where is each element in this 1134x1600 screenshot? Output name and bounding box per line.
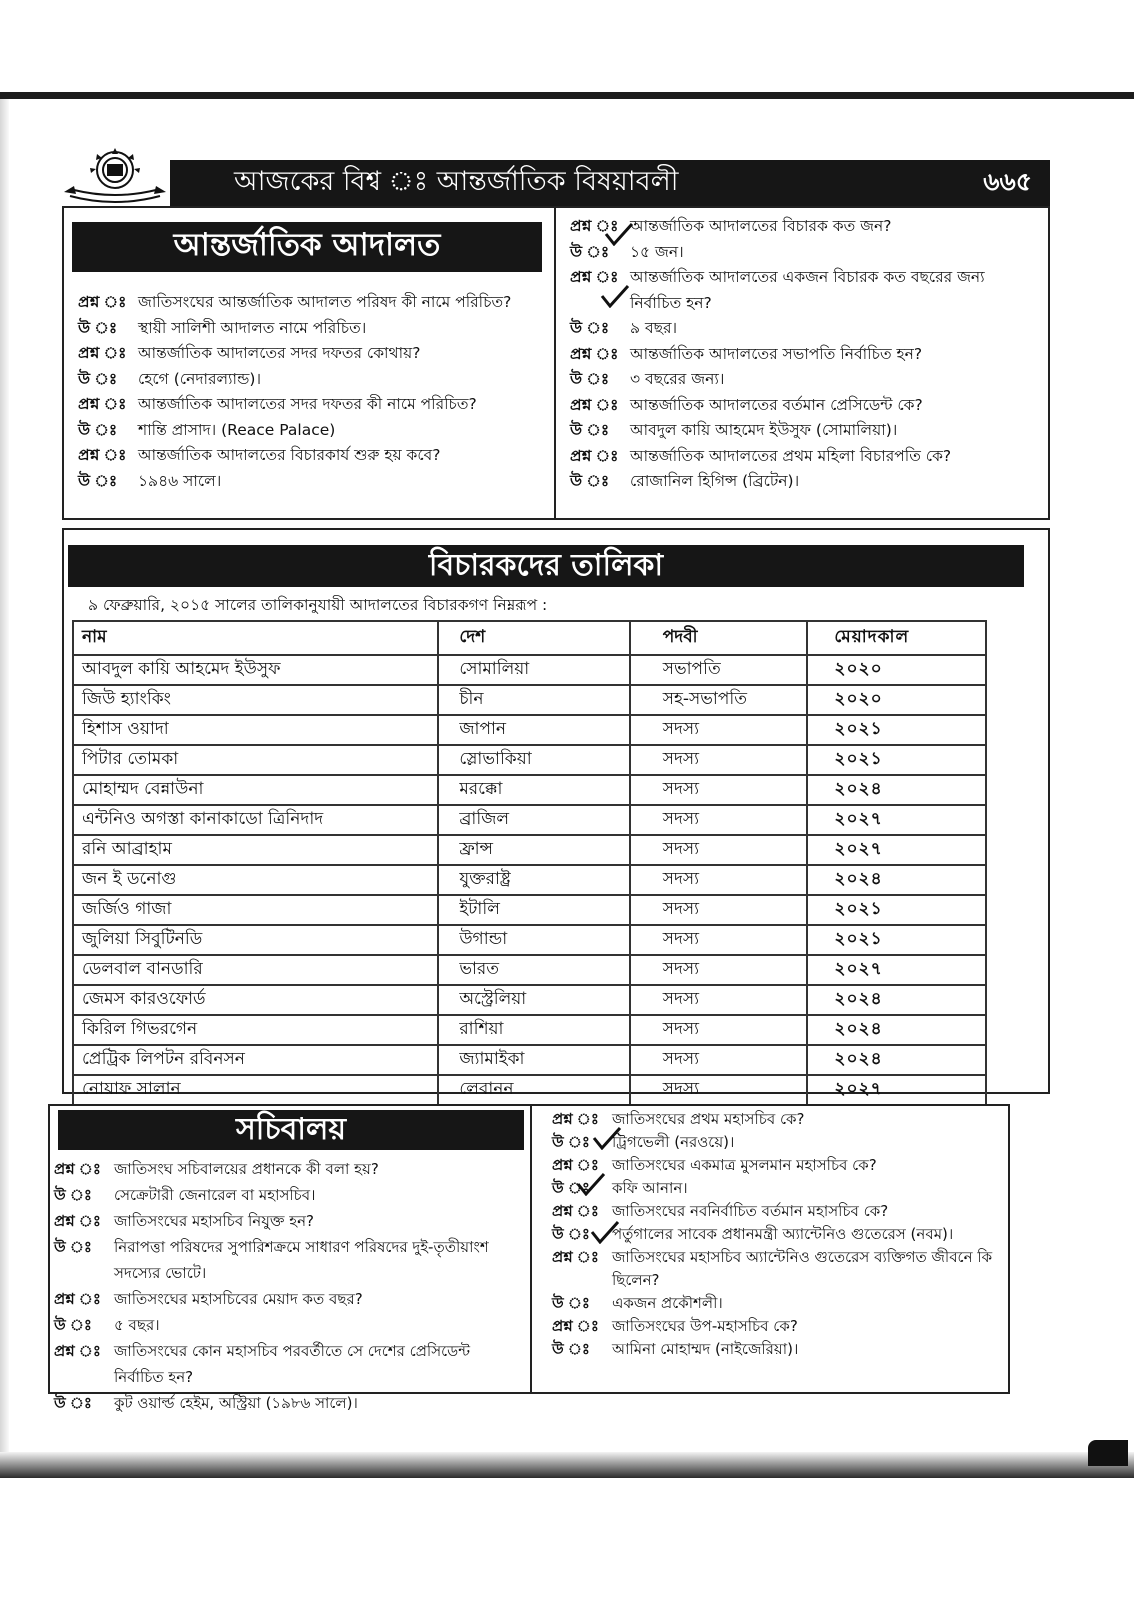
- checkmark-icon: [590, 1220, 620, 1244]
- judge-position: সদস্য: [630, 745, 808, 775]
- judges-table: [72, 620, 987, 1106]
- qa-item: উ ঃ আবদুল কায়ি আহমেদ ইউসুফ (সোমালিয়া)।: [570, 421, 898, 439]
- court-column-divider: [554, 206, 556, 520]
- judge-country: অস্ট্রেলিয়া: [438, 985, 629, 1015]
- judge-country: ভারত: [438, 955, 629, 985]
- scan-edge-left: [0, 99, 9, 1459]
- judge-position: সদস্য: [630, 835, 808, 865]
- judge-term: ২০২১: [807, 745, 986, 775]
- judge-position: সদস্য: [630, 985, 808, 1015]
- secretariat-column-divider: [530, 1104, 532, 1394]
- table-row: [73, 715, 986, 745]
- qa-item: প্রশ্ন ঃ আন্তর্জাতিক আদালতের প্রথম মহিলা বিচারপতি কে?: [570, 446, 952, 465]
- judge-name: জর্জিও গাজা: [73, 895, 438, 925]
- judge-term: ২০২৭: [807, 835, 986, 865]
- judge-country: সোমালিয়া: [438, 655, 629, 685]
- judge-country: মরক্কো: [438, 775, 629, 805]
- judge-name: প্রেট্রিক লিপটন রবিনসন: [73, 1045, 438, 1075]
- judge-term: ২০২৪: [807, 775, 986, 805]
- qa-item: প্রশ্ন ঃ জাতিসংঘের নবনির্বাচিত বর্তমান মহাসচিব কে?: [552, 1202, 889, 1220]
- judge-term: ২০২১: [807, 895, 986, 925]
- judge-position: সদস্য: [630, 865, 808, 895]
- qa-item: উ ঃ ১৯৪৬ সালে।: [78, 471, 222, 490]
- qa-item: প্রশ্ন ঃ জাতিসংঘের মহাসচিব নিযুক্ত হন?: [54, 1212, 314, 1230]
- qa-item: উ ঃ শান্তি প্রাসাদ। (Reace Palace): [78, 420, 336, 439]
- qa-item: উ ঃ কফি আনান।: [552, 1179, 688, 1197]
- judge-country: চীন: [438, 685, 629, 715]
- judge-country: উগান্ডা: [438, 925, 629, 955]
- qa-item: প্রশ্ন ঃ জাতিসংঘের আন্তর্জাতিক আদালত পরিষদ কী নামে পরিচিত?: [78, 293, 512, 311]
- qa-item: উ ঃ পর্তুগালের সাবেক প্রধানমন্ত্রী অ্যান্টেনিও গুতেরেস (নবম)।: [552, 1225, 954, 1243]
- judge-country: জাপান: [438, 715, 629, 745]
- qa-item: প্রশ্ন ঃ আন্তর্জাতিক আদালতের বিচারকার্য শুরু হয় কবে?: [78, 446, 441, 464]
- judge-term: ২০২৭: [807, 1075, 986, 1105]
- page-header-title: আজকের বিশ্ব ঃ আন্তর্জাতিক বিষয়াবলী: [234, 165, 679, 197]
- qa-item: প্রশ্ন ঃ জাতিসংঘের কোন মহাসচিব পরবর্তীতে সে দেশের প্রেসিডেন্ট নির্বাচিত হন?: [54, 1342, 470, 1386]
- qa-item: উ ঃ ৩ বছরের জন্য।: [570, 370, 725, 388]
- judge-term: ২০২৭: [807, 805, 986, 835]
- table-row: [73, 985, 986, 1015]
- qa-item: উ ঃ ১৫ জন।: [570, 242, 684, 261]
- scan-edge-top: [0, 92, 1134, 99]
- qa-item: উ ঃ একজন প্রকৌশলী।: [552, 1294, 723, 1312]
- qa-item: উ ঃ ট্রিগভেলী (নরওয়ে)।: [552, 1133, 735, 1151]
- column-header-term: মেয়াদকাল: [807, 621, 986, 655]
- judge-country: লেবানন: [438, 1075, 629, 1105]
- table-row: [73, 745, 986, 775]
- judge-country: জ্যামাইকা: [438, 1045, 629, 1075]
- qa-item: প্রশ্ন ঃ আন্তর্জাতিক আদালতের সভাপতি নির্বাচিত হন?: [570, 344, 923, 363]
- table-row: [73, 835, 986, 865]
- judge-term: ২০২৭: [807, 955, 986, 985]
- scan-edge-bottom: [0, 1452, 1134, 1478]
- qa-item: প্রশ্ন ঃ জাতিসংঘের উপ-মহাসচিব কে?: [552, 1317, 798, 1335]
- judge-term: ২০২০: [807, 655, 986, 685]
- judge-name: মোহাম্মদ বেন্নাউনা: [73, 775, 438, 805]
- judge-name: জেমস কারওফোর্ড: [73, 985, 438, 1015]
- checkmark-icon: [600, 284, 630, 308]
- judge-country: রাশিয়া: [438, 1015, 629, 1045]
- qa-item: প্রশ্ন ঃ আন্তর্জাতিক আদালতের বিচারক কত জন?: [570, 217, 892, 235]
- table-row: [73, 805, 986, 835]
- qa-item: উ ঃ ৫ বছর।: [54, 1316, 160, 1334]
- table-row: [73, 865, 986, 895]
- checkmark-icon: [604, 222, 634, 246]
- judge-country: ইটালি: [438, 895, 629, 925]
- judge-name: এন্টনিও অগস্তা কানাকাডো ত্রিনিদাদ: [73, 805, 438, 835]
- qa-item: উ ঃ সেক্রেটারী জেনারেল বা মহাসচিব।: [54, 1186, 316, 1204]
- column-header-name: নাম: [73, 621, 438, 655]
- court-heading: আন্তর্জাতিক আদালত: [72, 222, 542, 272]
- table-row: [73, 1015, 986, 1045]
- page-header-banner: [170, 160, 1050, 206]
- qa-item: প্রশ্ন ঃ আন্তর্জাতিক আদালতের বর্তমান প্রেসিডেন্ট কে?: [570, 395, 923, 414]
- secretariat-heading: সচিবালয়: [58, 1110, 524, 1150]
- table-row: [73, 955, 986, 985]
- judges-intro: ৯ ফেব্রুয়ারি, ২০১৫ সালের তালিকানুযায়ী আদালতের বিচারকগণ নিম্নরূপ :: [88, 596, 548, 614]
- judge-name: জন ই ডনোগু: [73, 865, 438, 895]
- table-row: [73, 775, 986, 805]
- judge-term: ২০২১: [807, 715, 986, 745]
- column-header-country: দেশ: [438, 621, 629, 655]
- table-row: [73, 1075, 986, 1105]
- table-row: [73, 1045, 986, 1075]
- qa-item: উ ঃ হেগে (নেদারল্যান্ড)।: [78, 369, 262, 388]
- judge-position: সভাপতি: [630, 655, 808, 685]
- judge-term: ২০২১: [807, 925, 986, 955]
- qa-item: প্রশ্ন ঃ জাতিসংঘের মহাসচিবের মেয়াদ কত বছর?: [54, 1290, 363, 1308]
- judges-heading: বিচারকদের তালিকা: [68, 545, 1024, 587]
- judge-position: সদস্য: [630, 955, 808, 985]
- judge-country: যুক্তরাষ্ট্র: [438, 865, 629, 895]
- judge-name: জিউ হ্যাংকিং: [73, 685, 438, 715]
- page-number: ৬৬৫: [983, 166, 1032, 196]
- judge-position: সদস্য: [630, 775, 808, 805]
- qa-item: প্রশ্ন ঃ আন্তর্জাতিক আদালতের একজন বিচারক কত বছরের জন্য নির্বাচিত হন?: [570, 268, 985, 312]
- qa-item: প্রশ্ন ঃ জাতিসংঘের একমাত্র মুসলমান মহাসচিব কে?: [552, 1156, 877, 1174]
- judge-term: ২০২৪: [807, 1045, 986, 1075]
- judge-position: সহ-সভাপতি: [630, 685, 808, 715]
- judge-name: আবদুল কায়ি আহমেদ ইউসুফ: [73, 655, 438, 685]
- court-qa-right: [570, 214, 1040, 495]
- qa-item: উ ঃ আমিনা মোহাম্মদ (নাইজেরিয়া)।: [552, 1340, 799, 1358]
- qa-item: উ ঃ স্থায়ী সালিশী আদালত নামে পরিচিত।: [78, 318, 367, 337]
- checkmark-icon: [592, 1126, 622, 1150]
- qa-item: উ ঃ কুট ওয়ার্ল্ড হেইম, অস্ট্রিয়া (১৯৮৬ সালে)।: [54, 1394, 358, 1412]
- qa-item: প্রশ্ন ঃ আন্তর্জাতিক আদালতের সদর দফতর কী নামে পরিচিত?: [78, 395, 477, 413]
- judge-position: সদস্য: [630, 805, 808, 835]
- judge-name: জুলিয়া সিবুটিনডি: [73, 925, 438, 955]
- scan-corner-fold: [1088, 1440, 1128, 1466]
- judge-name: হিশাস ওয়াদা: [73, 715, 438, 745]
- judge-name: কিরিল গিভরগেন: [73, 1015, 438, 1045]
- judge-position: সদস্য: [630, 925, 808, 955]
- table-row: [73, 895, 986, 925]
- judge-term: ২০২০: [807, 685, 986, 715]
- judge-position: সদস্য: [630, 1075, 808, 1105]
- qa-item: প্রশ্ন ঃ আন্তর্জাতিক আদালতের সদর দফতর কোথায়?: [78, 344, 421, 362]
- qa-item: উ ঃ নিরাপত্তা পরিষদের সুপারিশক্রমে সাধারণ পরিষদের দুই-তৃতীয়াংশ সদস্যের ভোটে।: [54, 1238, 489, 1282]
- judge-name: রনি আব্রাহাম: [73, 835, 438, 865]
- judge-term: ২০২৪: [807, 985, 986, 1015]
- table-row: [73, 925, 986, 955]
- judge-name: নোয়াফ সালান: [73, 1075, 438, 1105]
- table-header-row: [73, 621, 986, 655]
- judge-name: পিটার তোমকা: [73, 745, 438, 775]
- qa-item: উ ঃ ৯ বছর।: [570, 319, 678, 337]
- judge-name: ডেলবাল বানডারি: [73, 955, 438, 985]
- judge-country: স্লোভাকিয়া: [438, 745, 629, 775]
- publisher-emblem-icon: [60, 146, 170, 204]
- table-row: [73, 655, 986, 685]
- judge-position: সদস্য: [630, 895, 808, 925]
- qa-item: প্রশ্ন ঃ জাতিসংঘের প্রথম মহাসচিব কে?: [552, 1110, 805, 1128]
- qa-item: প্রশ্ন ঃ জাতিসংঘের মহাসচিব অ্যান্টেনিও গুতেরেস ব্যক্তিগত জীবনে কি ছিলেন?: [552, 1248, 993, 1289]
- judge-term: ২০২৪: [807, 865, 986, 895]
- judge-country: ফ্রান্স: [438, 835, 629, 865]
- judge-position: সদস্য: [630, 1015, 808, 1045]
- court-qa-left: [78, 290, 546, 494]
- qa-item: উ ঃ রোজানিল হিগিন্স (ব্রিটেন)।: [570, 472, 800, 490]
- judge-term: ২০২৪: [807, 1015, 986, 1045]
- table-row: [73, 685, 986, 715]
- judge-country: ব্রাজিল: [438, 805, 629, 835]
- judge-position: সদস্য: [630, 715, 808, 745]
- secretariat-qa-left: [54, 1156, 522, 1416]
- column-header-position: পদবী: [630, 621, 808, 655]
- judge-position: সদস্য: [630, 1045, 808, 1075]
- qa-item: প্রশ্ন ঃ জাতিসংঘ সচিবালয়ের প্রধানকে কী বলা হয়?: [54, 1160, 379, 1178]
- checkmark-icon: [576, 1172, 606, 1196]
